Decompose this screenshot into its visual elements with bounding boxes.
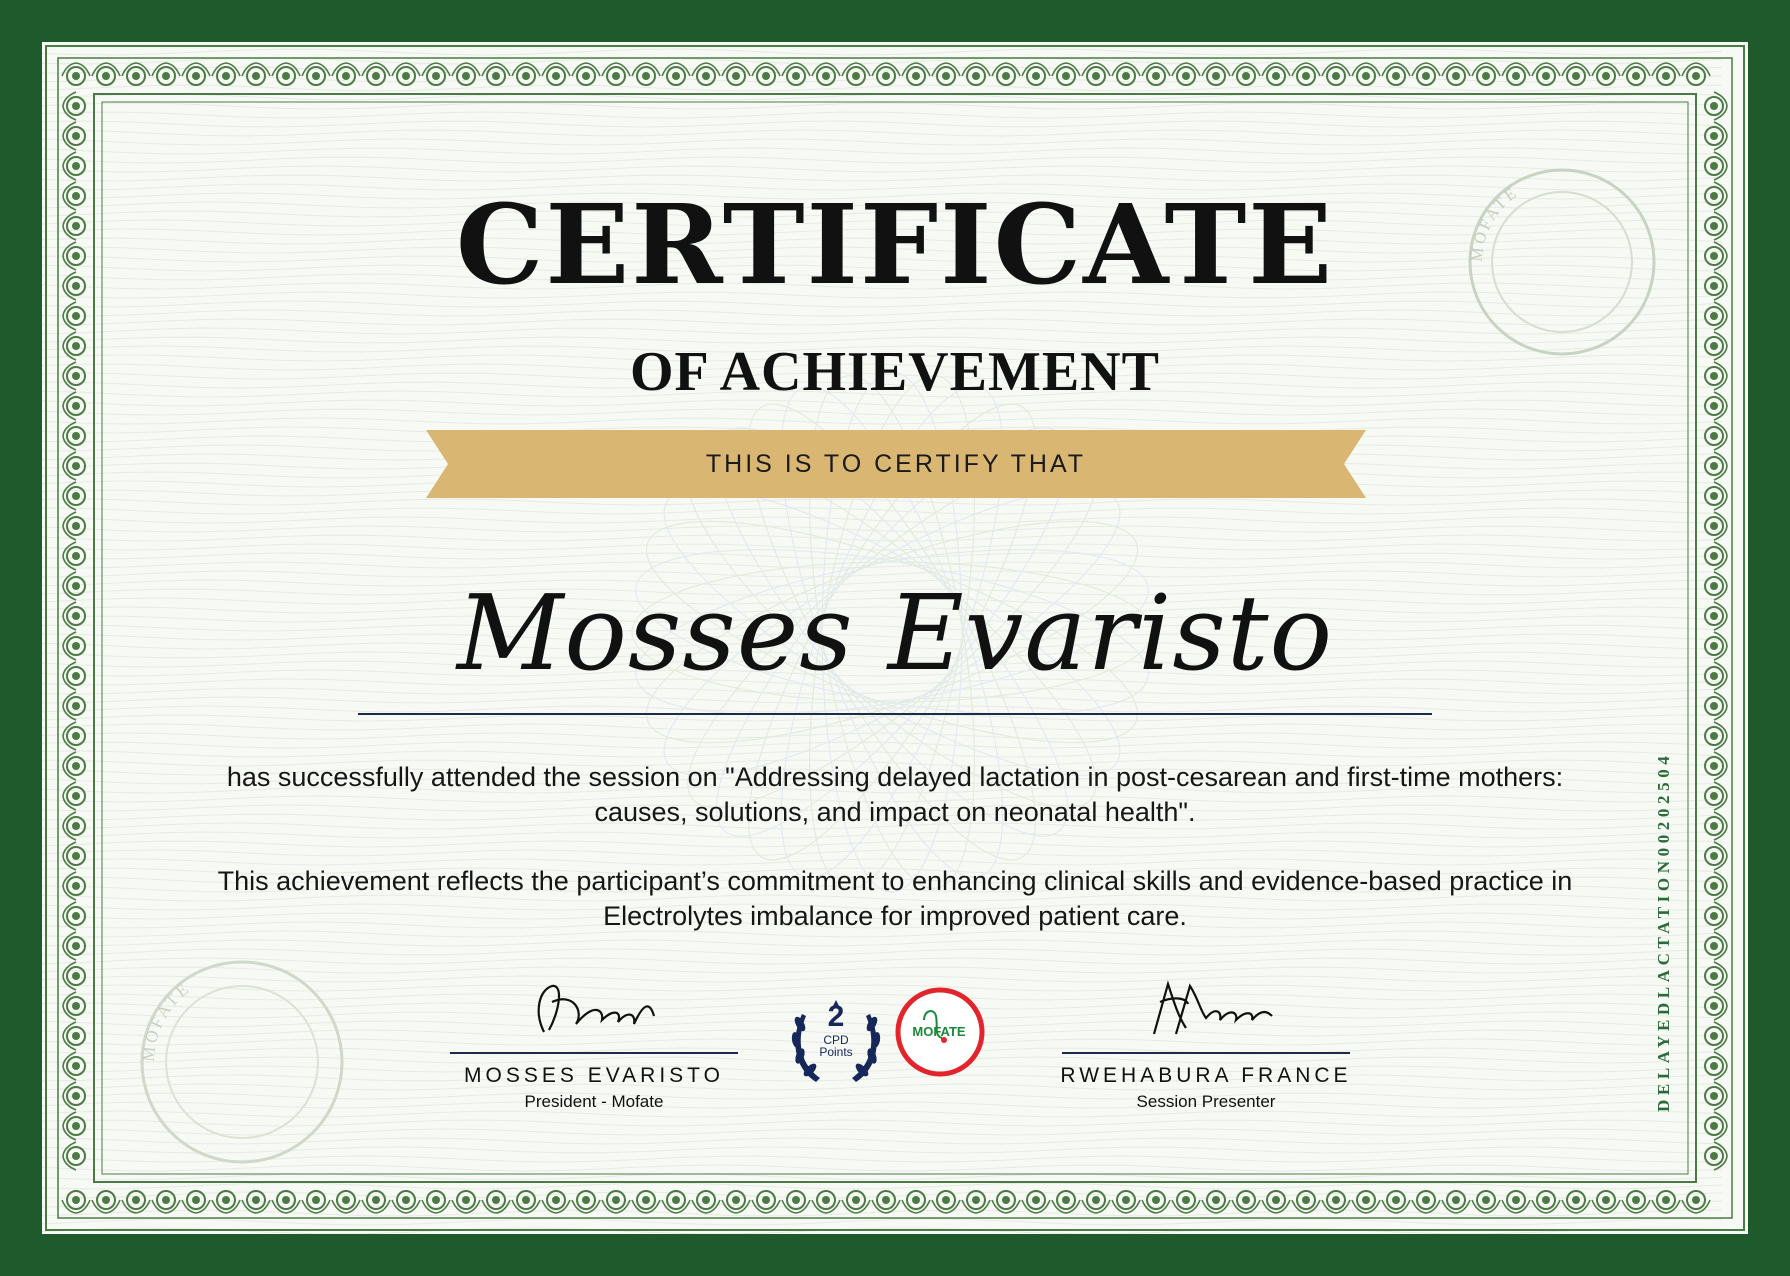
cpd-label [786, 1034, 886, 1058]
mofate-logo-text: MOFATE [912, 1024, 966, 1039]
recipient-name: Mosses Evaristo [456, 572, 1334, 694]
certificate-title: CERTIFICATE [455, 180, 1335, 309]
achievement-description: This achievement reflects the participant’s commitment to enhancing clinical skills and evidence-based practice in Electrolytes imbalance for improved patient care. [217, 866, 1573, 931]
signature-line [450, 1052, 738, 1054]
signatory-name: RWEHABURA FRANCE [1060, 1064, 1352, 1087]
serial-number: DELAYEDLACTATION00202504 [1654, 751, 1673, 1112]
signatory-role: President - Mofate [524, 1092, 664, 1111]
certificate-subtitle: OF ACHIEVEMENT [630, 341, 1160, 403]
signature-block-presenter [1056, 972, 1356, 1112]
seal-text: MOFATE [1468, 183, 1522, 263]
cpd-label-line-2: Points [819, 1045, 853, 1059]
seal-text: MOFATE [138, 977, 195, 1063]
ribbon-text: THIS IS TO CERTIFY THAT [705, 449, 1087, 478]
signature-rwehabura-france [1116, 972, 1296, 1052]
signature-mosses-evaristo [504, 972, 684, 1052]
cpd-label-line-1: CPD [823, 1033, 849, 1047]
signatory-name: MOSSES EVARISTO [464, 1064, 724, 1087]
name-underline [358, 713, 1432, 715]
session-description: has successfully attended the session on "Addressing delayed lactation in post-cesarean and first-time mothers: causes, solutions, and impact on neonatal health". [226, 762, 1564, 827]
signatory-role: Session Presenter [1136, 1092, 1276, 1111]
signature-block-president [444, 972, 744, 1112]
certificate-paper [42, 42, 1748, 1234]
signature-line [1062, 1052, 1350, 1054]
watermark-seal-bottom-left [132, 952, 352, 1172]
cpd-points-value: 2 [827, 1000, 845, 1033]
